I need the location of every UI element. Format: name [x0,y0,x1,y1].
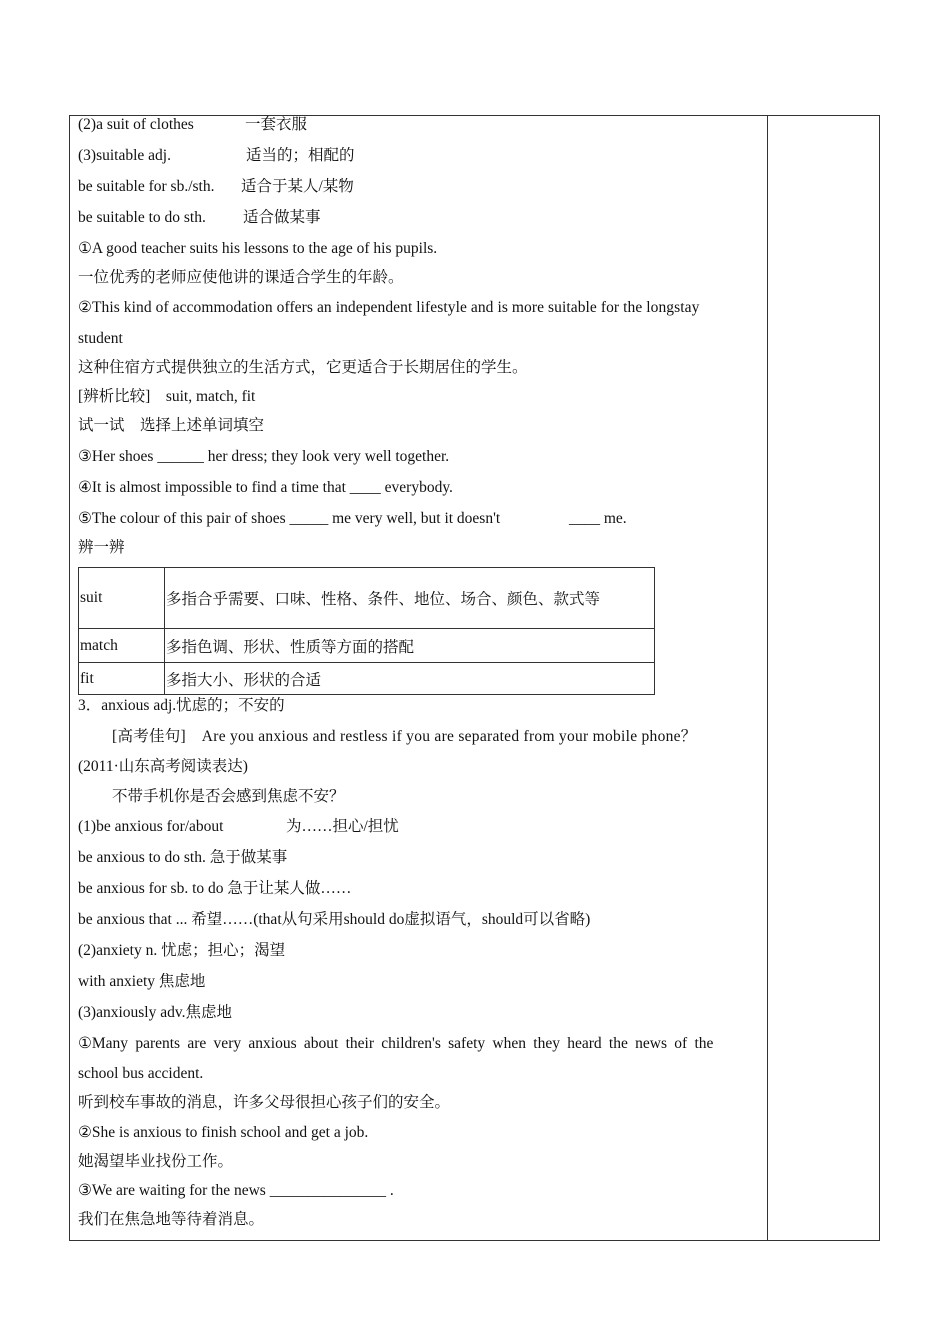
table-row [79,568,655,629]
example-anxious-1-translation: 听到校车事故的消息，许多父母很担心孩子们的安全。 [78,1094,451,1111]
table-row [79,663,655,695]
example-anxious-2: ②She is anxious to finish school and get a job. [78,1124,369,1141]
line-suitable-for: be suitable for sb./sth. 适合于某人/某物 [78,178,354,195]
line-anxiously: (3)anxiously adv.焦虑地 [78,1004,232,1021]
example-anxious-2-translation: 她渴望毕业找份工作。 [78,1153,234,1170]
gaokao-translation: 不带手机你是否会感到焦虑不安？ [112,788,345,805]
column-divider [767,115,768,1241]
section-3-heading: 3．anxious adj.忧虑的；不安的 [78,697,285,714]
example-anxious-1: ①Many parents are very anxious about their children's safety when they heard the news of the [78,1035,714,1052]
table-cell-word: match [79,629,165,663]
line-anxious-for: (1)be anxious for/about 为……担心/担忧 [78,818,399,835]
example-anxious-3: ③We are waiting for the news _______________ . [78,1182,394,1199]
line-anxious-for-sb: be anxious for sb. to do 急于让某人做…… [78,880,352,897]
exercise-3: ③Her shoes ______ her dress; they look very well together. [78,448,450,465]
table-cell-desc: 多指色调、形状、性质等方面的搭配 [165,629,655,663]
exercise-5: ⑤The colour of this pair of shoes _____ me very well, but it doesn't ____ me. [78,510,627,527]
exercise-4: ④It is almost impossible to find a time that ____ everybody. [78,479,453,496]
example-anxious-1-cont: school bus accident. [78,1065,204,1082]
try-it-heading: 试一试 选择上述单词填空 [78,417,265,434]
line-suit-of-clothes: (2)a suit of clothes 一套衣服 [78,116,308,133]
table-cell-desc: 多指合乎需要、口味、性格、条件、地位、场合、颜色、款式等 [165,568,655,629]
line-anxiety: (2)anxiety n. 忧虑；担心；渴望 [78,942,286,959]
table-cell-word: fit [79,663,165,695]
example-1-translation: 一位优秀的老师应使他讲的课适合学生的年龄。 [78,269,404,286]
example-2: ②This kind of accommodation offers an independent lifestyle and is more suitable for the longstay [78,299,700,316]
gaokao-sentence: [高考佳句] Are you anxious and restless if you are separated from your mobile phone？ [112,728,697,745]
line-anxious-to: be anxious to do sth. 急于做某事 [78,849,288,866]
line-suitable-to: be suitable to do sth. 适合做某事 [78,209,321,226]
example-anxious-3-translation: 我们在焦急地等待着消息。 [78,1211,265,1228]
line-suitable-adj: (3)suitable adj. 适当的；相配的 [78,147,355,164]
example-2-cont: student [78,330,123,347]
line-anxious-that: be anxious that ... 希望……(that从句采用should do虚拟语气，should可以省略) [78,911,591,928]
example-1: ①A good teacher suits his lessons to the age of his pupils. [78,240,438,257]
table-cell-word: suit [79,568,165,629]
table-cell-desc: 多指大小、形状的合适 [165,663,655,695]
table-row [79,629,655,663]
gaokao-source: (2011·山东高考阅读表达) [78,758,248,775]
line-with-anxiety: with anxiety 焦虑地 [78,973,206,990]
comparison-table [78,567,655,695]
example-2-translation: 这种住宿方式提供独立的生活方式，它更适合于长期居住的学生。 [78,359,528,376]
compare-heading: [辨析比较] suit, match, fit [78,388,256,405]
distinguish-heading: 辨一辨 [78,539,125,556]
